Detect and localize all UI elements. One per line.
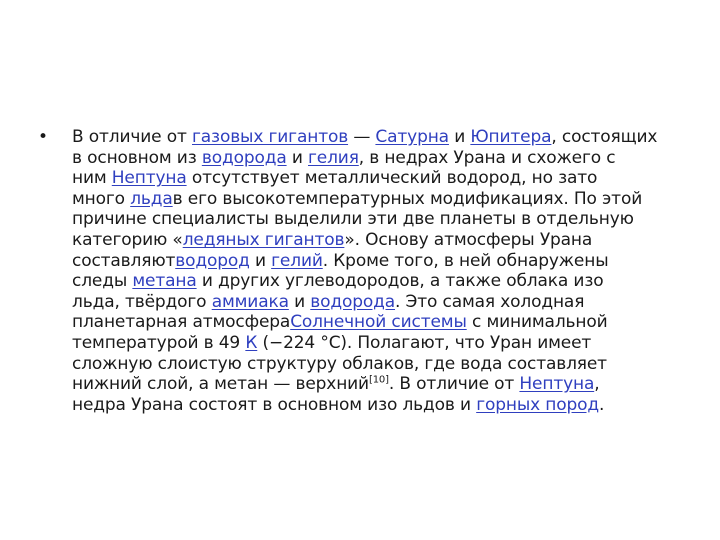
text-run: причине специалисты выделили эти две планеты в отдельную	[72, 209, 634, 230]
bullet-item	[36, 127, 686, 415]
text-run: . В отличие от	[388, 374, 520, 395]
text-run: нижний слой, а метан — верхний	[72, 374, 369, 395]
text-line	[72, 148, 686, 169]
text-line	[72, 168, 686, 189]
text-run: , состоящих	[551, 127, 658, 147]
text-run: температурой в 49	[72, 332, 246, 353]
text-run: и	[249, 250, 272, 271]
text-run: льда, твёрдого	[72, 291, 212, 312]
text-line	[72, 271, 686, 292]
text-line	[72, 333, 686, 354]
text-line	[72, 292, 686, 313]
bullet-paragraph	[72, 127, 686, 415]
link-neptune[interactable]: Нептуна	[519, 374, 595, 395]
text-line	[72, 189, 686, 210]
text-run: и других углеводородов, а также облака изо	[196, 271, 604, 292]
text-run: следы	[72, 271, 133, 292]
text-line	[72, 312, 686, 333]
link-saturn[interactable]: Сатурна	[375, 127, 449, 147]
link-neptune[interactable]: Нептуна	[111, 168, 187, 189]
text-run: сложную слоистую структуру облаков, где вода составляет	[72, 353, 607, 374]
link-ice[interactable]: льда	[130, 188, 173, 209]
link-hydrogen[interactable]: водорода	[201, 147, 287, 168]
bullet-glyph: •	[38, 127, 49, 147]
link-helium[interactable]: гелий	[271, 250, 323, 271]
link-helium[interactable]: гелия	[308, 147, 359, 168]
text-run: ». Основу атмосферы Урана	[344, 229, 593, 250]
link-jupiter[interactable]: Юпитера	[470, 127, 552, 147]
text-run: ним	[72, 168, 112, 189]
link-rocks[interactable]: горных пород	[476, 394, 599, 415]
text-run: с минимальной	[466, 312, 608, 333]
text-run: и	[288, 291, 311, 312]
text-line	[72, 209, 686, 230]
text-run: —	[348, 127, 376, 147]
text-line	[72, 251, 686, 272]
text-run: .	[598, 394, 605, 415]
text-line	[72, 230, 686, 251]
text-run: планетарная атмосфера	[72, 312, 291, 333]
text-run: ,	[594, 374, 600, 395]
text-run: много	[72, 188, 131, 209]
link-ammonia[interactable]: аммиака	[211, 291, 289, 312]
text-line	[72, 374, 686, 395]
text-run: в основном из	[72, 147, 202, 168]
footnote-reference[interactable]: [10]	[368, 374, 389, 386]
link-hydrogen[interactable]: водород	[175, 250, 250, 271]
text-line	[72, 395, 686, 416]
text-run: и	[286, 147, 308, 168]
text-line	[72, 127, 686, 148]
link-methane[interactable]: метана	[132, 271, 197, 292]
text-run: недра Урана состоят в основном изо льдов и	[72, 394, 477, 415]
text-run: составляют	[72, 250, 176, 271]
text-run: и	[448, 127, 471, 147]
text-run: . Это самая холодная	[395, 291, 585, 312]
link-ice-giants[interactable]: ледяных гигантов	[182, 229, 345, 250]
link-gas-giants[interactable]: газовых гигантов	[192, 127, 349, 147]
text-run: в его высокотемпературных модификациях. По этой	[172, 188, 643, 209]
text-run: категорию «	[72, 229, 183, 250]
text-run: . Кроме того, в ней обнаружены	[322, 250, 609, 271]
link-hydrogen[interactable]: водорода	[310, 291, 396, 312]
text-run: отсутствует металлический водород, но зато	[186, 168, 598, 189]
text-run: (−224 °С). Полагают, что Уран имеет	[257, 332, 592, 353]
text-run: , в недрах Урана и схожего с	[358, 147, 616, 168]
link-kelvin[interactable]: К	[245, 332, 258, 353]
text-line	[72, 354, 686, 375]
link-solar-system[interactable]: Солнечной системы	[290, 312, 467, 333]
text-run: В отличие от	[72, 127, 192, 147]
